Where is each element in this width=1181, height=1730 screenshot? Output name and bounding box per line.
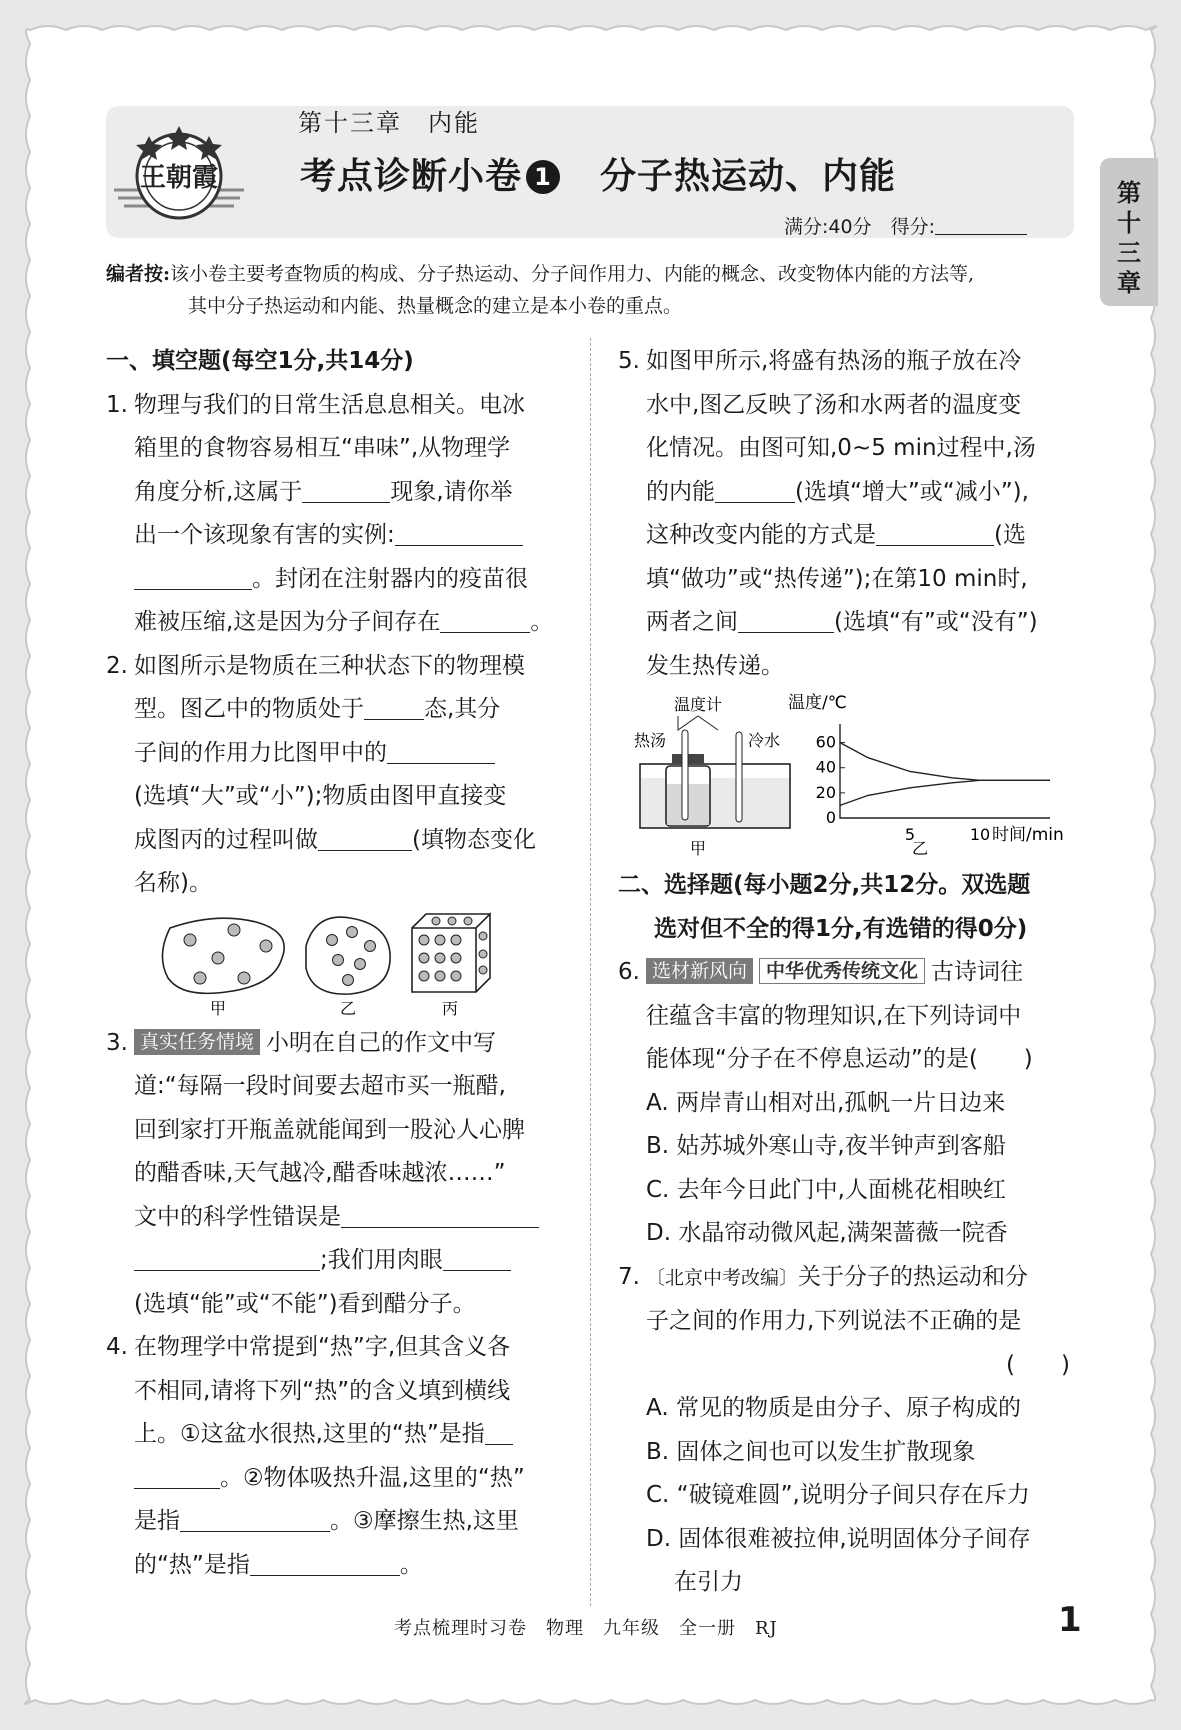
fig-a-label: 甲: [689, 839, 707, 858]
blank[interactable]: [302, 476, 390, 503]
blank[interactable]: [876, 519, 994, 546]
water-temperature-line: [840, 780, 1050, 805]
hot-soup-label: 热汤: [634, 731, 667, 750]
q7-option-b[interactable]: B. 固体之间也可以发生扩散现象: [646, 1438, 976, 1465]
page-number: 1: [1058, 1600, 1082, 1640]
publisher-logo: [104, 112, 254, 230]
tag-new-trend: 选材新风向: [646, 958, 753, 984]
x-tick-label: 5: [904, 825, 916, 844]
q6-option-c[interactable]: C. 去年今日此门中,人面桃花相映红: [646, 1176, 1006, 1203]
blank[interactable]: [715, 476, 795, 503]
blank[interactable]: [485, 1418, 513, 1445]
blank[interactable]: [250, 1549, 400, 1576]
q6-option-d[interactable]: D. 水晶帘动微风起,满架蔷薇一院香: [646, 1220, 1008, 1246]
x-tick-label: 10: [969, 825, 991, 844]
chapter-side-tab: 第十三章: [1100, 158, 1158, 306]
blank[interactable]: [180, 1505, 330, 1532]
blank[interactable]: [738, 606, 834, 633]
score-blank[interactable]: [935, 216, 1027, 235]
blank[interactable]: [440, 606, 530, 633]
svg-text:王朝霞: 王朝霞: [139, 163, 219, 193]
q6-option-b[interactable]: B. 姑苏城外寒山寺,夜半钟声到客船: [646, 1133, 1006, 1159]
thermometer-label: 温度计: [673, 695, 723, 714]
question-7: 7. 〔北京中考改编〕关于分子的热运动和分 子之间的作用力,下列说法不正确的是 ( ) A. 常见的物质是由分子、原子构成的 B. 固体之间也可以发生扩散现象 C. “破镜难圆”,说明分子间只存在斥力 D. 固体很难被拉伸,说明固体分子间存 在引力: [618, 1256, 1078, 1605]
answer-paren: ( ): [1006, 1351, 1070, 1378]
left-column: [106, 340, 566, 1587]
q7-option-c[interactable]: C. “破镜难圆”,说明分子间只存在斥力: [646, 1482, 1030, 1508]
question-1: 1. 物理与我们的日常生活息息相关。电冰 箱里的食物容易相互“串味”,从物理学 角度分析,这属于 现象,请你举 出一个该现象有害的实例: 。封闭在注射器内的疫苗很 难被压缩,这是因为分子间存在 。: [106, 391, 554, 635]
y-tick-label: 0: [825, 808, 836, 827]
blank[interactable]: [318, 824, 412, 851]
question-3: 3. 真实任务情境 小明在自己的作文中写 道:“每隔一段时间要去超市买一瓶醋, 回到家打开瓶盖就能闻到一股沁人心脾 的醋香味,天气越冷,醋香味越浓……” 文中的科学性错误是 ;我们用肉眼 (选填“能”或“不能”)看到醋分子。: [106, 1022, 566, 1327]
blank[interactable]: [395, 519, 523, 546]
tag-real-task: 真实任务情境: [134, 1029, 260, 1055]
score-line: 满分:40分 得分:: [784, 212, 1027, 239]
blank[interactable]: [134, 563, 252, 590]
footer-text: 考点梳理时习卷 物理 九年级 全一册 RJ: [394, 1618, 778, 1639]
right-column: [618, 340, 1078, 1605]
question-6: 6. 选材新风向 中华优秀传统文化 古诗词往 往蕴含丰富的物理知识,在下列诗词中 能体现“分子在不停息运动”的是( ) A. 两岸青山相对出,孤帆一片日边来 B. 姑苏城外寒山寺,夜半钟声到客船 C. 去年今日此门中,人面桃花相映红 D. 水晶帘动微风起,满架蔷薇一院香: [618, 951, 1078, 1256]
editor-note: 编者按:该小卷主要考查物质的构成、分子热运动、分子间作用力、内能的概念、改变物体内能的方法等, 其中分子热运动和内能、热量概念的建立是本小卷的重点。: [106, 263, 975, 317]
blank[interactable]: [443, 1244, 511, 1271]
q7-option-d[interactable]: D. 固体很难被拉伸,说明固体分子间存: [646, 1525, 1031, 1552]
fig-b-label: 乙: [911, 839, 929, 858]
blank[interactable]: [341, 1201, 539, 1228]
y-tick-label: 60: [815, 732, 836, 752]
blank[interactable]: [134, 1244, 320, 1271]
page-title: 考点诊断小卷 1 分子热运动、内能: [300, 156, 897, 197]
y-tick-label: 20: [815, 782, 836, 802]
soup-temperature-line: [840, 743, 1050, 781]
question-4: 4. 在物理学中常提到“热”字,但其含义各 不相同,请将下列“热”的含义填到横线 上。①这盆水很热,这里的“热”是指 。②物体吸热升温,这里的“热” 是指 。③摩擦生热,这里 的“热”是指 。: [106, 1334, 525, 1578]
fig-label-yi: 乙: [339, 998, 357, 1016]
column-divider: [590, 338, 591, 1606]
states-of-matter-figure: [106, 906, 566, 1016]
fig-label-bing: 丙: [441, 998, 459, 1016]
chapter-title: 第十三章 内能: [298, 109, 480, 137]
question-2: 2. 如图所示是物质在三种状态下的物理模 型。图乙中的物质处于 态,其分 子间的作用力比图甲中的 (选填“大”或“小”);物质由图甲直接变 成图丙的过程叫做 (填物态变化 名称)。: [106, 652, 536, 896]
y-tick-label: 40: [815, 757, 836, 777]
blank[interactable]: [387, 737, 495, 764]
soup-bottle-figure: [618, 688, 1078, 864]
chart-ylabel: 温度/℃: [788, 693, 847, 713]
section-2-title: 二、选择题(每小题2分,共12分。双选题 选对但不全的得1分,有选错的得0分): [618, 872, 1031, 942]
fig-label-jia: 甲: [209, 998, 227, 1016]
tag-traditional-culture: 中华优秀传统文化: [759, 958, 925, 984]
q6-option-a[interactable]: A. 两岸青山相对出,孤帆一片日边来: [646, 1089, 1006, 1116]
section-1-title: 一、填空题(每空1分,共14分): [106, 348, 414, 374]
title-number-badge: 1: [526, 160, 560, 194]
question-5: 5. 如图甲所示,将盛有热汤的瓶子放在冷 水中,图乙反映了汤和水两者的温度变 化情况。由图可知,0~5 min过程中,汤 的内能 (选填“增大”或“减小”), 这种改变内能的方式是 (选 填“做功”或“热传递”);在第10 min时, 两者之间 (选填“有”或“没有”) 发生热传递。: [618, 348, 1038, 679]
cold-water-label: 冷水: [748, 731, 781, 750]
temperature-chart: [788, 693, 1064, 858]
chart-xlabel: 时间/min: [992, 825, 1064, 845]
blank[interactable]: [364, 693, 424, 720]
blank[interactable]: [134, 1462, 220, 1489]
q7-option-a[interactable]: A. 常见的物质是由分子、原子构成的: [646, 1395, 1021, 1421]
